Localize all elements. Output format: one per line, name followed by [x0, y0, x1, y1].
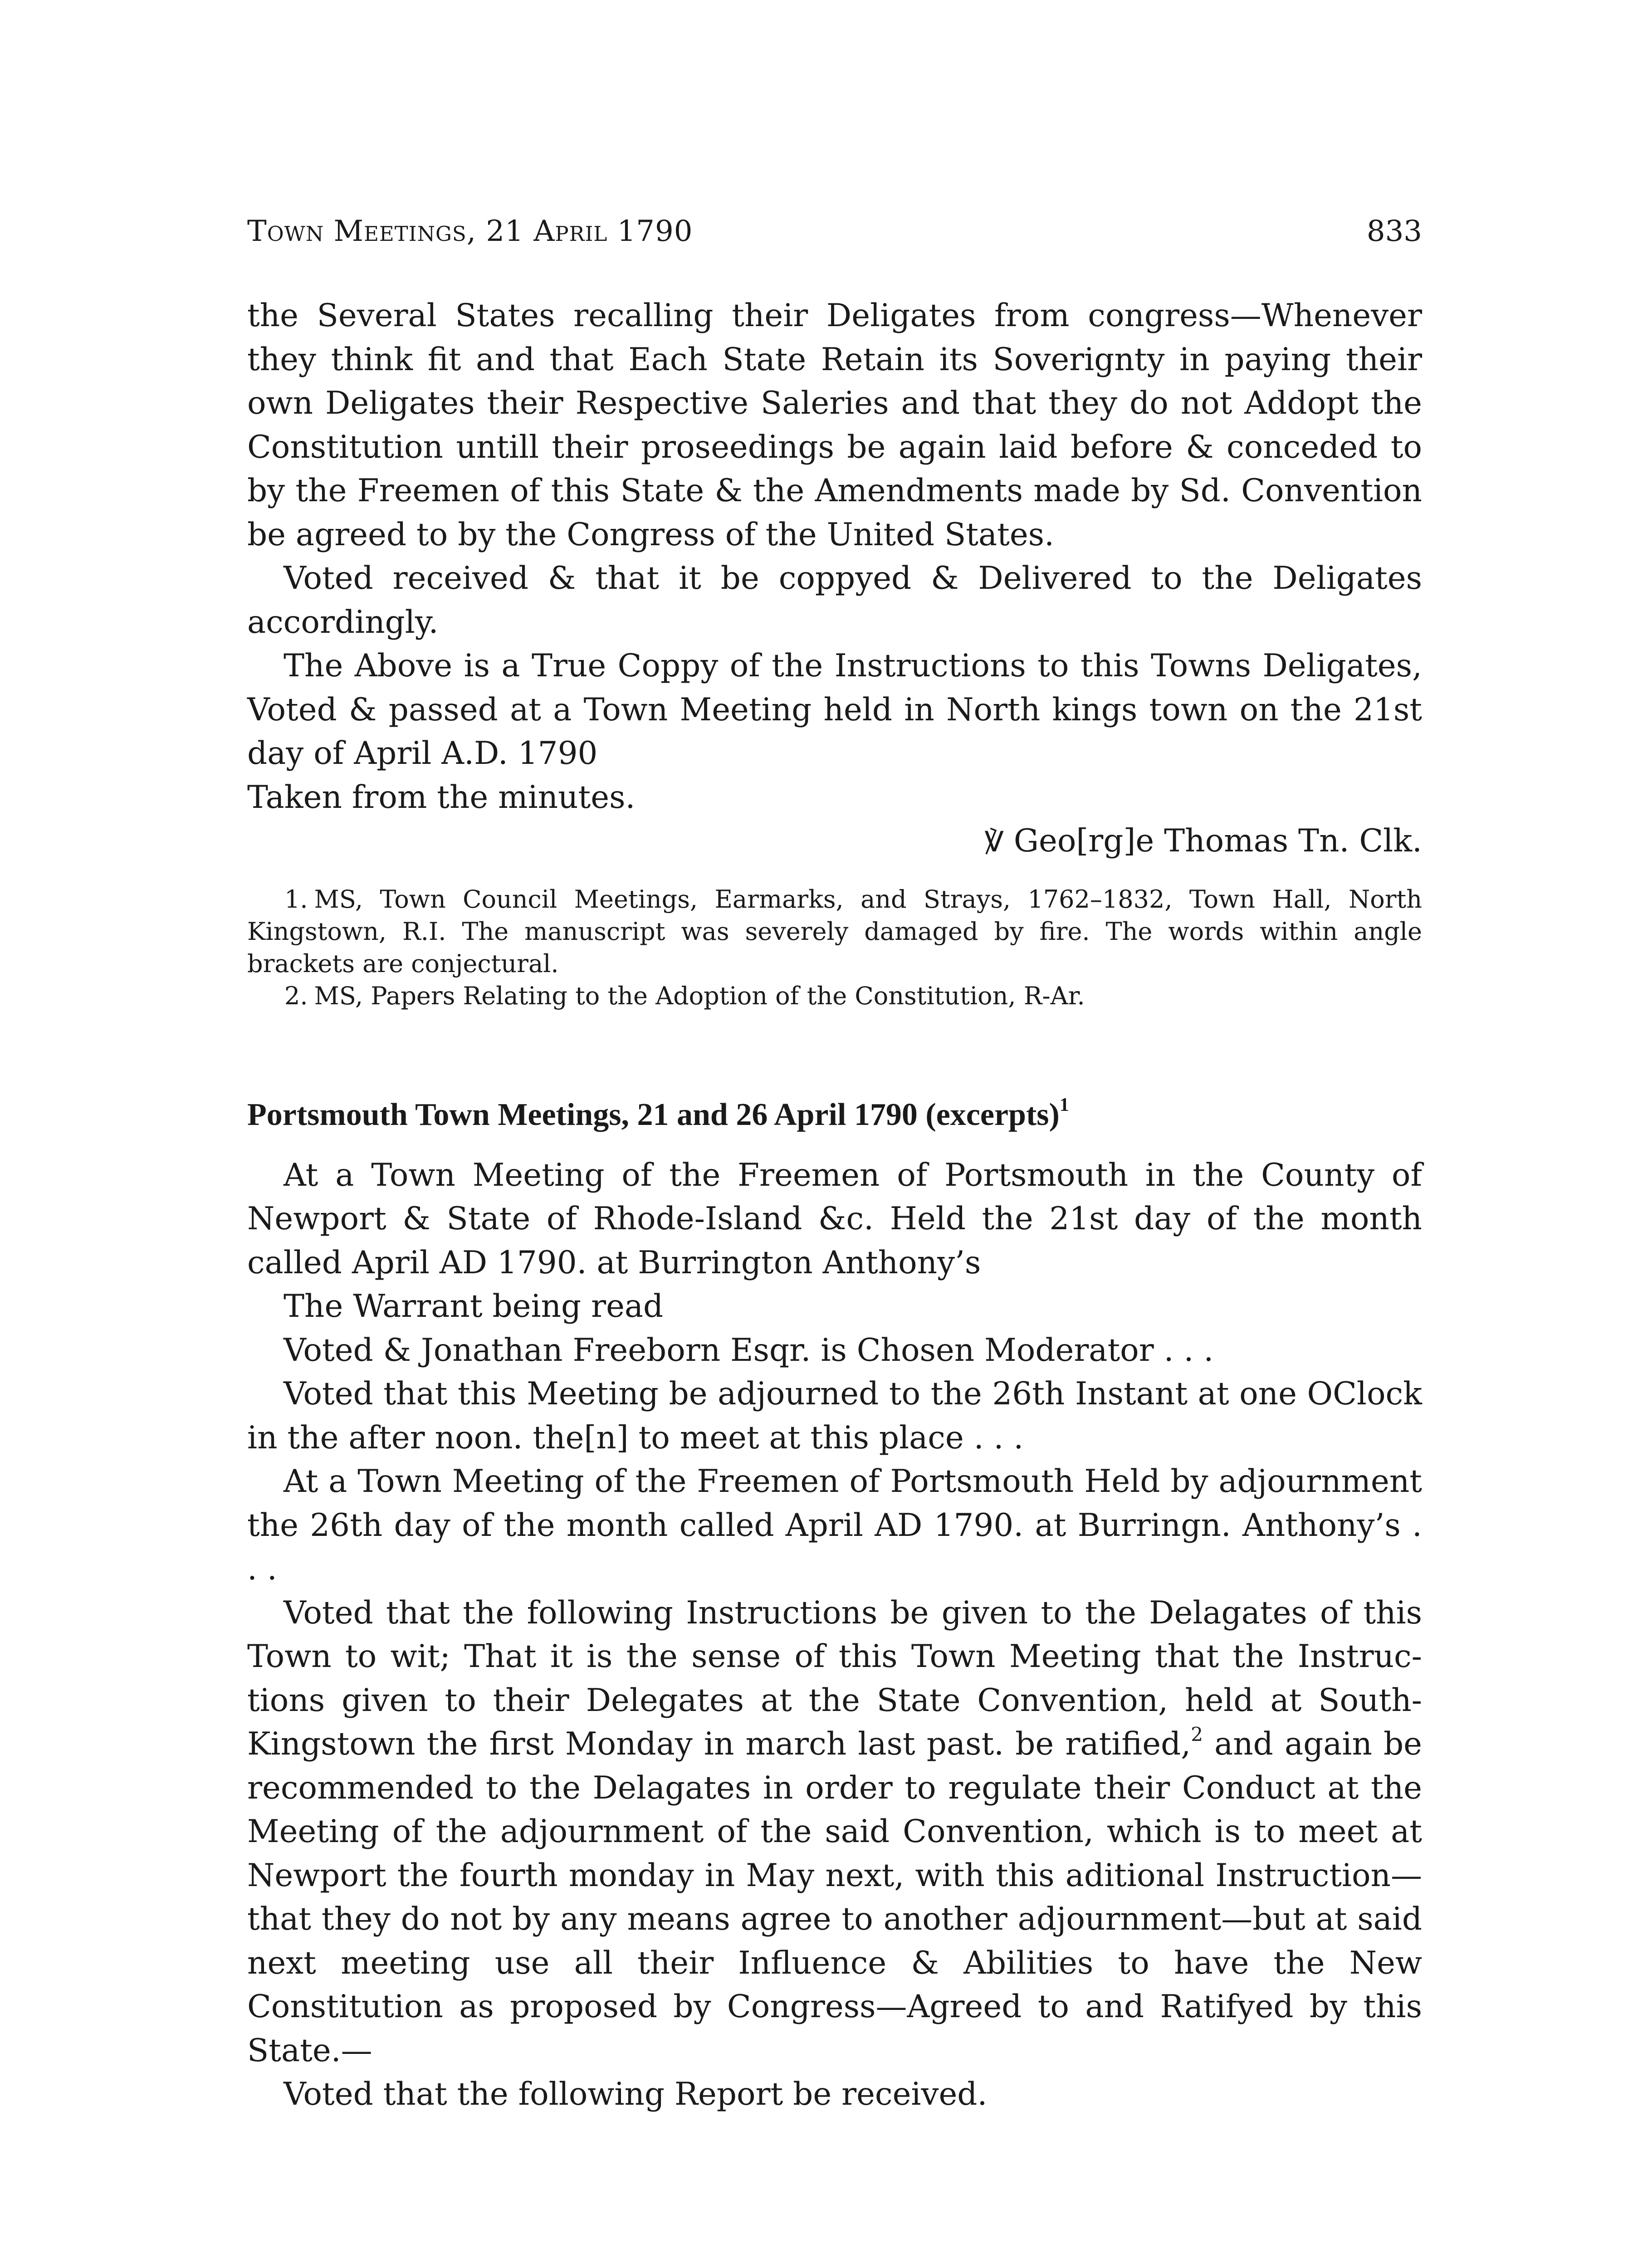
footnote-reference: 2: [1191, 1723, 1203, 1745]
paragraph: the Several States recalling their Deligates from congress—Whenever they think fit and that Each State Retain its Soverignty in paying their own Deligates their Respective Saleries and that they do not Addopt the Constitution untill their proseedings be again laid before & conceded to by the Freemen of this State & the Amendments made by Sd. Convention be agreed to by the Congress of the United States.: [247, 298, 1422, 553]
footnote: [247, 883, 1422, 980]
section-title: [247, 1095, 1422, 1134]
continued-instructions: [247, 294, 1422, 864]
footnote: [247, 980, 1422, 1012]
paragraph: At a Town Meeting of the Freemen of Portsmouth in the County of Newport & State of Rhode-Island &c. Held the 21st day of the month called April AD 1790. at Burrington Anthony’s: [247, 1157, 1422, 1281]
section-title-text: Portsmouth Town Meetings, 21 and 26 April 1790 (excerpts): [247, 1097, 1060, 1132]
paragraph: Voted & Jonathan Freeborn Esqr. is Chosen Moderator . . .: [284, 1332, 1214, 1369]
paragraph: Voted that this Meeting be adjourned to the 26th Instant at one OClock in the after noon. the[n] to meet at this place . . .: [247, 1376, 1422, 1456]
document-page: [247, 213, 1422, 2116]
paragraph-text: Voted that the following Instructions be given to the Delagates of this Town to wit; That it is the sense of this Town Meeting that the Instructions given to their Delegates at the State Convention, held at South-Kingstown the first Monday in march last past. be ratified,: [247, 1594, 1422, 1762]
paragraph: Voted that the following Report be received.: [284, 2076, 988, 2112]
paragraph: Voted received & that it be coppyed & Delivered to the Deligates accordingly.: [247, 560, 1422, 640]
footnotes: [247, 883, 1422, 1012]
signature: Geo[rg]e Thomas Tn. Clk.: [1013, 823, 1422, 859]
paragraph: [247, 1591, 1422, 2073]
page-number: 833: [1366, 215, 1422, 248]
paragraph: The Warrant being read: [284, 1288, 664, 1325]
footnote-number: 2.: [284, 981, 308, 1010]
paragraph: The Above is a True Coppy of the Instructions to this Towns Deligates, Voted & passed at a Town Meeting held in North kings town on the 21st day of April A.D. 1790: [247, 648, 1422, 772]
footnote-text: MS, Papers Relating to the Adoption of the Constitution, R-Ar.: [314, 981, 1085, 1010]
signature-line: [247, 819, 1422, 864]
footnote-text: MS, Town Council Meetings, Earmarks, and Strays, 1762–1832, Town Hall, North Kingstown, R.I. The manuscript was severely damaged by fire. The words within angle brackets are conjectural.: [247, 885, 1422, 978]
footnote-reference: 1: [1059, 1095, 1069, 1116]
paragraph-text: and again be recommended to the Delagates in order to regulate their Conduct at the Meeting of the adjournment of the said Convention, which is to meet at Newport the fourth monday in May next, with this aditional Instruction—that they do not by any means agree to another adjournment—but at said next meeting use all their Influence & Abilities to have the New Constitution as proposed by Congress—Agreed to and Ratifyed by this State.—: [247, 1726, 1423, 2069]
per-sign-icon: ℣: [984, 825, 1004, 858]
portsmouth-minutes: [247, 1154, 1422, 2116]
running-title: Town Meetings, 21 April 1790: [247, 215, 693, 248]
paragraph: Taken from the minutes.: [247, 779, 636, 816]
running-head: [247, 213, 1422, 249]
paragraph: At a Town Meeting of the Freemen of Portsmouth Held by adjournment the 26th day of the month called April AD 1790. at Burringn. Anthony’s . . .: [247, 1463, 1422, 1587]
footnote-number: 1.: [284, 885, 308, 914]
